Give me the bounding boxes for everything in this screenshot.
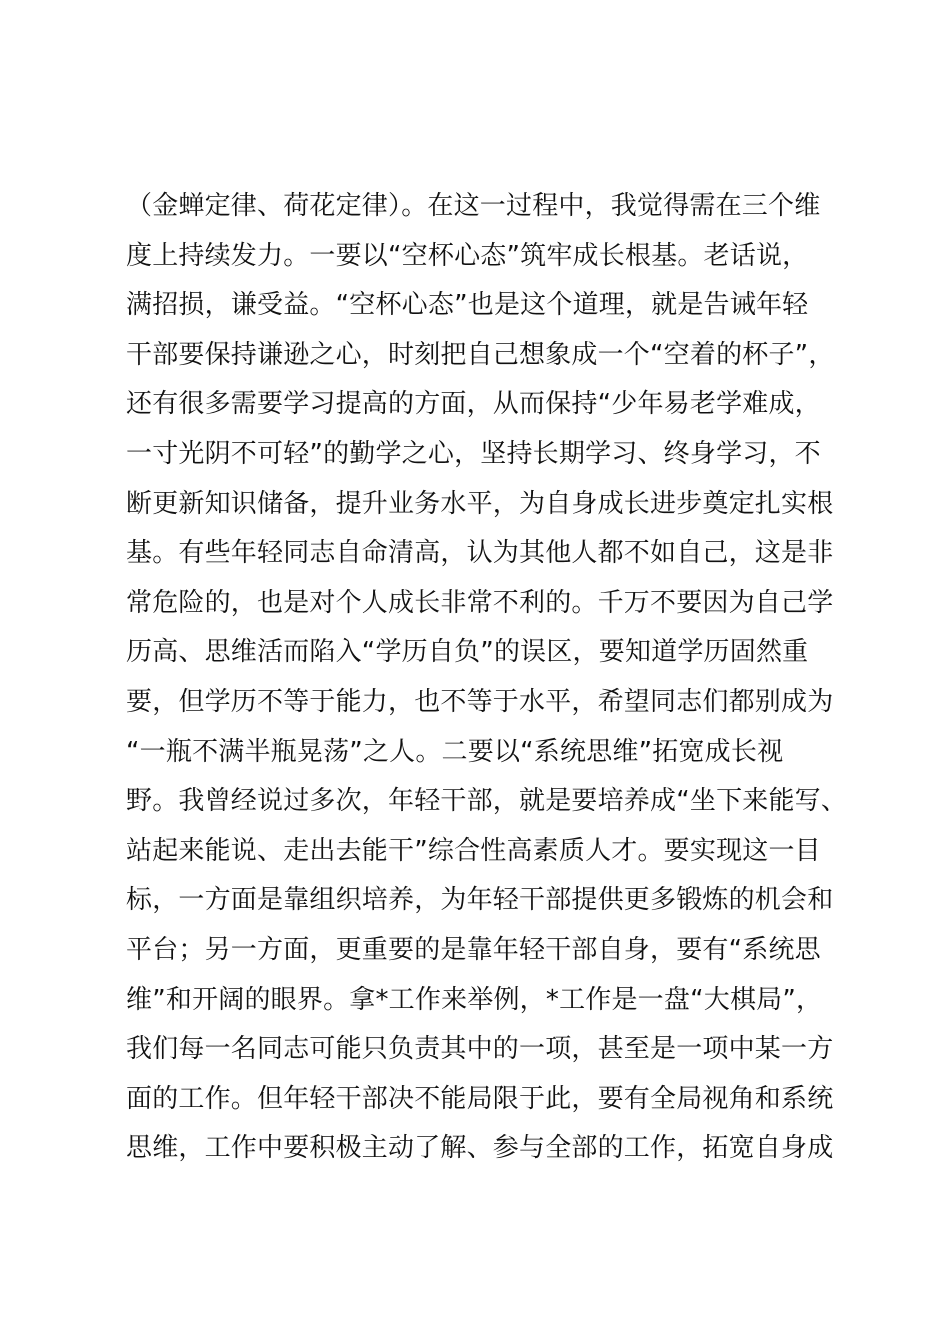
text-line: 常危险的，也是对个人成长非常不利的。千万不要因为自己学 — [126, 587, 834, 618]
text-line: 一寸光阴不可轻”的勤学之心，坚持长期学习、终身学习，不 — [126, 438, 821, 469]
text-line: 标，一方面是靠组织培养，为年轻干部提供更多锻炼的机会和 — [126, 885, 834, 916]
text-line: 断更新知识储备，提升业务水平，为自身成长进步奠定扎实根 — [126, 488, 834, 519]
text-line: 平台；另一方面，更重要的是靠年轻干部自身，要有“系统思 — [126, 934, 821, 965]
text-line: 思维，工作中要积极主动了解、参与全部的工作，拓宽自身成 — [126, 1133, 834, 1164]
text-line: 还有很多需要学习提高的方面，从而保持“少年易老学难成， — [126, 389, 821, 420]
text-line: 面的工作。但年轻干部决不能局限于此，要有全局视角和系统 — [126, 1083, 834, 1114]
body-paragraph — [126, 182, 866, 1174]
text-line: 基。有些年轻同志自命清高，认为其他人都不如自己，这是非 — [126, 538, 834, 569]
text-line: 度上持续发力。一要以“空杯心态”筑牢成长根基。老话说， — [126, 240, 809, 271]
text-line: 野。我曾经说过多次，年轻干部，就是要培养成“坐下来能写、 — [126, 786, 848, 817]
text-line: 维”和开阔的眼界。拿*工作来举例，*工作是一盘“大棋局”， — [126, 984, 823, 1015]
text-line: 历高、思维活而陷入“学历自负”的误区，要知道学历固然重 — [126, 637, 809, 668]
text-line: （金蝉定律、荷花定律）。在这一过程中，我觉得需在三个维 — [126, 191, 821, 221]
text-line: 站起来能说、走出去能干”综合性高素质人才。要实现这一目 — [126, 835, 821, 866]
text-line: 满招损，谦受益。“空杯心态”也是这个道理，就是告诫年轻 — [126, 290, 809, 321]
text-line: 我们每一名同志可能只负责其中的一项，甚至是一项中某一方 — [126, 1034, 834, 1065]
text-line: “一瓶不满半瓶晃荡”之人。二要以“系统思维”拓宽成长视 — [126, 736, 784, 767]
text-line: 要，但学历不等于能力，也不等于水平，希望同志们都别成为 — [126, 686, 834, 717]
text-line: 干部要保持谦逊之心，时刻把自己想象成一个“空着的杯子”， — [126, 339, 835, 370]
